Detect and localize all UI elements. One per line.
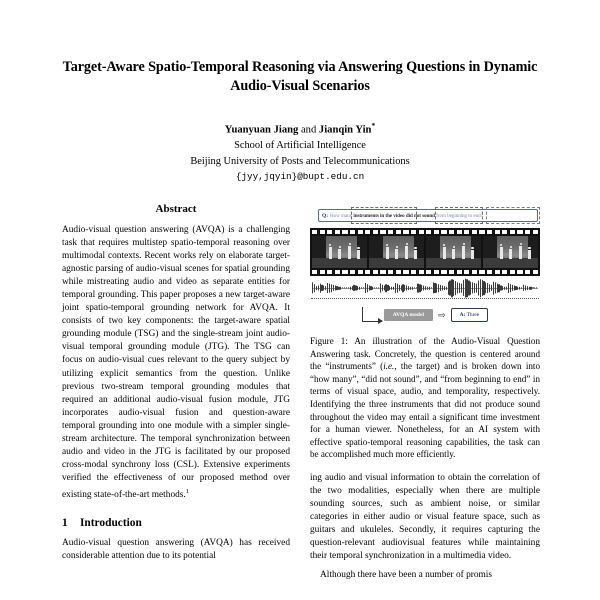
waveform-bar xyxy=(536,287,537,288)
question-highlight-from-beginning: from beginning to end xyxy=(436,212,481,219)
dashed-tag-did-not-sound xyxy=(435,207,483,224)
film-sprocket-hole xyxy=(510,230,515,234)
film-sprocket-hole xyxy=(510,270,515,274)
film-sprocket-hole xyxy=(487,230,492,234)
section-heading-introduction xyxy=(62,517,290,529)
right-column xyxy=(310,203,540,582)
frame-performer xyxy=(329,247,332,259)
question-prefix: How many xyxy=(330,212,354,219)
film-sprocket-hole xyxy=(441,230,446,234)
film-sprocket-hole xyxy=(449,230,454,234)
section-title: Introduction xyxy=(80,517,142,530)
page-title: Target-Aware Spatio-Temporal Reasoning via Answering Questions in Dynamic Audio-Visual Scenarios xyxy=(62,59,538,94)
film-sprocket-hole xyxy=(525,230,530,234)
film-sprocket-hole xyxy=(411,230,416,234)
film-sprocket-hole xyxy=(426,270,431,274)
frame-floor xyxy=(426,258,481,268)
frame-performer xyxy=(348,246,351,259)
frame-performer xyxy=(519,246,522,259)
author-1: Yuanyuan Jiang xyxy=(224,124,299,136)
dashed-tag-from-beginning-to-end xyxy=(486,207,540,224)
answer-label: A: xyxy=(459,312,466,318)
film-sprocket-hole xyxy=(350,270,355,274)
frame-performer xyxy=(509,249,512,259)
frame-performer xyxy=(500,247,503,259)
film-sprocket-hole xyxy=(464,230,469,234)
author-names xyxy=(60,118,540,138)
film-sprocket-hole xyxy=(517,230,522,234)
film-sprockets-top xyxy=(310,229,540,235)
caption-prefix: Figure 1: An illustration of the Audio-Visual Question Answering task. Concretely, the question is centered around the “instruments” ( xyxy=(310,336,540,372)
question-highlight-did-not-sound: did not sound xyxy=(405,212,435,219)
question-label: Q: xyxy=(322,212,328,219)
video-frames xyxy=(312,236,538,268)
film-sprocket-hole xyxy=(533,230,538,234)
film-sprocket-hole xyxy=(487,270,492,274)
film-sprocket-hole xyxy=(380,230,385,234)
frame-performer xyxy=(414,250,417,259)
video-frame xyxy=(369,236,424,268)
film-sprocket-hole xyxy=(342,270,347,274)
video-frame xyxy=(312,236,367,268)
frame-performer xyxy=(395,249,398,259)
film-sprocket-hole xyxy=(434,230,439,234)
question-suffix: ? xyxy=(480,212,483,219)
title-block xyxy=(60,58,540,96)
author-email: {jyy,jqyin}@bupt.edu.cn xyxy=(235,171,365,183)
film-sprocket-hole xyxy=(457,270,462,274)
film-sprocket-hole xyxy=(472,270,477,274)
film-sprocket-hole xyxy=(502,230,507,234)
film-sprockets-bottom xyxy=(310,269,540,275)
author-conjunction: and xyxy=(300,124,317,136)
film-sprocket-hole xyxy=(312,270,317,274)
frame-performer xyxy=(462,246,465,259)
figure-question-row xyxy=(310,205,540,227)
abstract-heading: Abstract xyxy=(155,203,197,215)
film-sprocket-hole xyxy=(464,270,469,274)
film-sprocket-hole xyxy=(419,270,424,274)
film-sprocket-hole xyxy=(472,230,477,234)
film-sprocket-hole xyxy=(335,230,340,234)
dashed-tag-how-many xyxy=(351,207,417,224)
film-sprocket-hole xyxy=(403,230,408,234)
frame-floor xyxy=(483,258,538,268)
right-column-next-paragraph: Although there have been a number of promis xyxy=(320,570,493,581)
film-sprocket-hole xyxy=(479,230,484,234)
frame-floor xyxy=(369,258,424,268)
abstract-text xyxy=(62,224,290,502)
film-sprocket-hole xyxy=(388,270,393,274)
film-sprocket-hole xyxy=(525,270,530,274)
film-sprocket-hole xyxy=(411,270,416,274)
film-sprocket-hole xyxy=(312,230,317,234)
film-strip xyxy=(310,228,540,276)
film-sprocket-hole xyxy=(441,270,446,274)
figure-1 xyxy=(310,205,540,327)
answer-box xyxy=(451,308,489,322)
affiliation-line-1: School of Artificial Intelligence xyxy=(234,140,366,152)
avqa-model-box: AVQA model xyxy=(384,309,433,321)
video-frame xyxy=(426,236,481,268)
film-sprocket-hole xyxy=(373,270,378,274)
affiliation-line-2: Beijing University of Posts and Telecommunications xyxy=(190,155,410,167)
film-sprocket-hole xyxy=(320,270,325,274)
answer-value: Three xyxy=(466,312,480,318)
film-sprocket-hole xyxy=(342,230,347,234)
film-sprocket-hole xyxy=(350,230,355,234)
film-sprocket-hole xyxy=(495,270,500,274)
film-sprocket-hole xyxy=(396,270,401,274)
film-sprocket-hole xyxy=(449,270,454,274)
frame-performer xyxy=(357,250,360,259)
caption-rest: , the target) and is broken down into “how many”, “did not sound”, and “from beginning to end” in terms of visual space, audio, and temporality, respectively. Identifying the three instruments that did not produce sound throughout the video may entail a significant time investment for a human viewer. Nonetheless, for an AI system with effective spatio-temporal reasoning capabilities, the task can be accomplished much more efficiently. xyxy=(310,361,540,460)
corresponding-author-mark: * xyxy=(371,121,376,130)
film-sprocket-hole xyxy=(380,270,385,274)
timeline-dotted-line xyxy=(311,298,539,301)
caption-italic-ie: i.e. xyxy=(383,361,395,372)
film-sprocket-hole xyxy=(533,270,538,274)
frame-performer xyxy=(471,250,474,259)
author-block xyxy=(60,118,540,185)
frame-floor xyxy=(312,258,367,268)
film-sprocket-hole xyxy=(396,230,401,234)
film-sprocket-hole xyxy=(479,270,484,274)
abstract-body-text: Audio-visual question answering (AVQA) is a challenging task that requires multistep spatio-temporal reasoning over multimodal contexts. Recent works rely on elaborate target-agnostic parsing of audio-visual scenes for spatial grounding while mistreating audio and video as separate entities for temporal grounding. This paper proposes a new target-aware joint spatio-temporal grounding network for AVQA. It consists of two key components: the target-aware spatial grounding module (TSG) and the single-stream joint audio-visual temporal grounding module (JTG). The TSG can focus on audio-visual cues relevant to the query subject by utilizing explicit semantics from the question. Unlike previous two-stream temporal grounding modules that required an additional audio-visual fusion module, JTG incorporates audio-visual fusion and question-aware temporal grounding into one module with a simpler single-stream architecture. The temporal synchronization between audio and video in the JTG is facilitated by our proposed cross-modal synchrony loss (CSL). Extensive experiments verified the effectiveness of our proposed method over existing state-of-the-art methods. xyxy=(62,225,290,501)
frame-performer xyxy=(405,246,408,259)
film-sprocket-hole xyxy=(335,270,340,274)
film-sprocket-hole xyxy=(426,230,431,234)
film-sprocket-hole xyxy=(320,230,325,234)
film-sprocket-hole xyxy=(457,230,462,234)
frame-performer xyxy=(386,247,389,259)
film-sprocket-hole xyxy=(388,230,393,234)
audio-waveform xyxy=(312,279,538,297)
film-sprocket-hole xyxy=(327,230,332,234)
question-highlight-instruments: instruments xyxy=(353,212,379,219)
introduction-paragraph: Audio-visual question answering (AVQA) has received considerable attention due to its potential xyxy=(62,538,290,562)
film-sprocket-hole xyxy=(419,230,424,234)
author-2: Jianqin Yin xyxy=(318,124,372,136)
film-sprocket-hole xyxy=(517,270,522,274)
elbow-arrow-icon xyxy=(362,307,379,322)
film-sprocket-hole xyxy=(502,270,507,274)
video-frame xyxy=(483,236,538,268)
film-sprocket-hole xyxy=(365,270,370,274)
left-column xyxy=(62,203,290,563)
right-column-body-paragraph: ing audio and visual information to obtain the correlation of the two modalities, especially when there are multiple sounding sources, such as ambient noise, or similar categories in either audio or visual feature space, such as guitars and ukuleles. Secondly, it requires capturing the question-relevant audiovisual features while maintaining their temporal synchronization in a multimedia video. xyxy=(310,472,540,562)
film-sprocket-hole xyxy=(403,270,408,274)
film-sprocket-hole xyxy=(434,270,439,274)
abstract-footnote-marker: 1 xyxy=(185,487,190,495)
film-sprocket-hole xyxy=(365,230,370,234)
frame-performer xyxy=(443,247,446,259)
figure-flow-row xyxy=(310,304,540,326)
film-sprocket-hole xyxy=(373,230,378,234)
film-sprocket-hole xyxy=(358,230,363,234)
frame-performer xyxy=(452,249,455,259)
film-sprocket-hole xyxy=(327,270,332,274)
frame-performer xyxy=(338,249,341,259)
film-sprocket-hole xyxy=(358,270,363,274)
right-arrow-icon: ⇨ xyxy=(438,309,446,320)
figure-caption xyxy=(310,335,540,461)
film-sprocket-hole xyxy=(495,230,500,234)
section-number: 1 xyxy=(62,517,68,530)
question-mid-video: in the video xyxy=(378,212,406,219)
frame-performer xyxy=(528,250,531,259)
